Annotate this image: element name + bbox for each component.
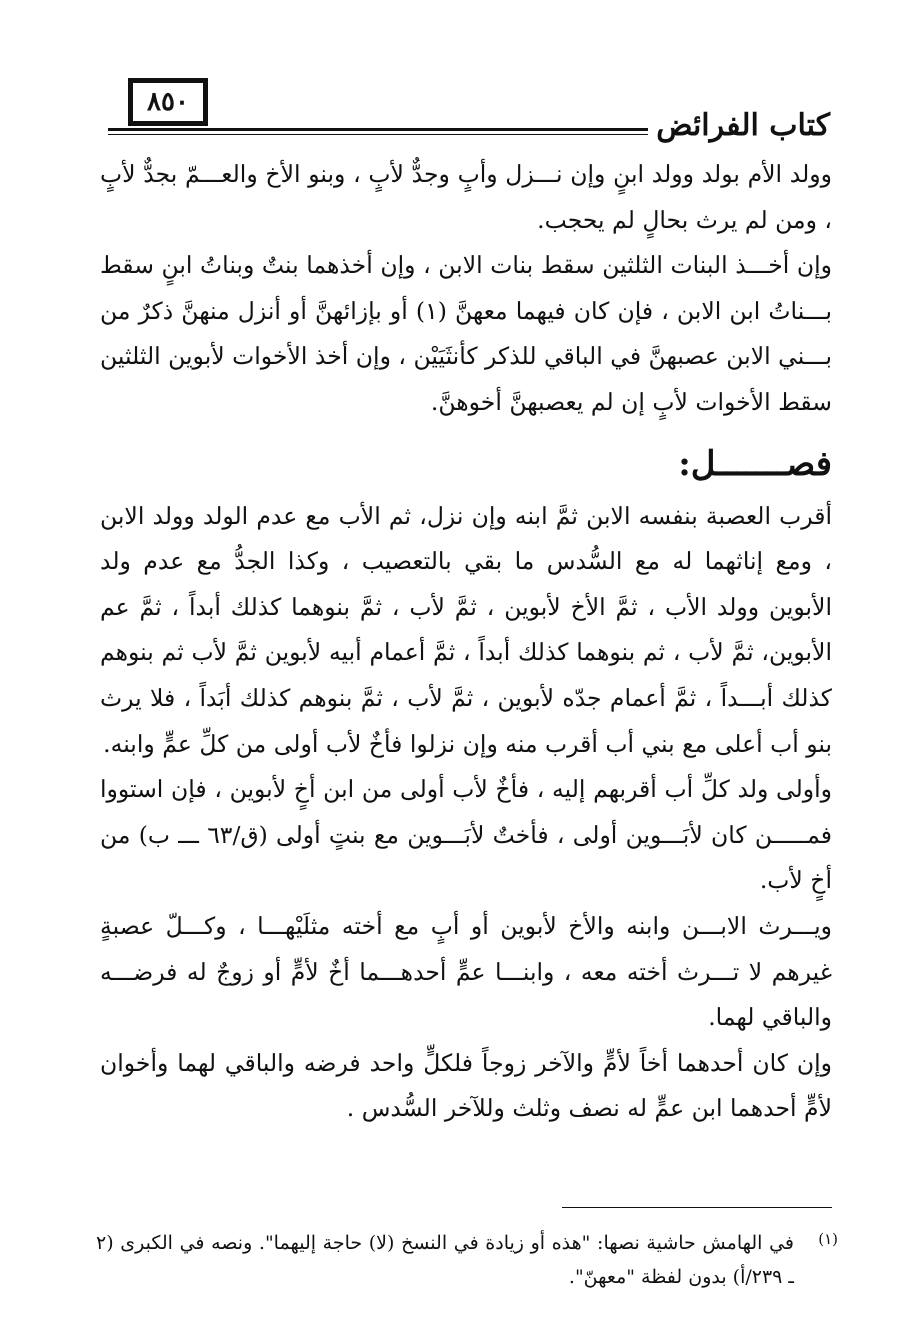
paragraph: وأولى ولد كلِّ أب أقربهم إليه ، فأخٌ لأب أولى من ابن أخٍ لأبوين ، فإن استووا فمـــــن كان لأبَـــوين أولى ، فأختٌ لأبَـــوين مع بنتٍ أولى (ق/٦٣ ـــ ب) من أخٍ لأب. bbox=[100, 775, 832, 895]
page-number-text: ٨٥٠ bbox=[147, 87, 189, 117]
body-text bbox=[100, 152, 832, 1132]
footnote bbox=[96, 1226, 838, 1294]
paragraph: أقرب العصبة بنفسه الابن ثمَّ ابنه وإن نزل، ثم الأب مع عدم الولد وولد الابن ، ومع إناثهما له مع السُّدس ما بقي بالتعصيب ، وكذا الجدُّ مع عدم ولد الأبوين وولد الأب ، ثمَّ الأخ لأبوين ، ثمَّ لأب ، ثمَّ بنوهما كذلك أبداً ، ثمَّ عم الأبوين، ثمَّ لأب ، ثم بنوهما كذلك أبداً ، ثمَّ أعمام أبيه لأبوين ثمَّ لأب ثم بنوهم كذلك أبـــداً ، ثمَّ أعمام جدّه لأبوين ، ثمَّ لأب ، ثمَّ بنوهم كذلك أبَداً ، فلا يرث بنو أب أعلى مع بني أب أقرب منه وإن نزلوا فأخٌ لأب أولى من كلِّ عمٍّ وابنه. bbox=[100, 501, 832, 758]
footnote-text: في الهامش حاشية نصها: "هذه أو زيادة في النسخ (لا) حاجة إليهما". ونصه في الكبرى (٢ ـ ٢٣٩/أ) بدون لفظة "معهنّ". bbox=[96, 1232, 794, 1288]
paragraph: وإن كان أحدهما أخاً لأمٍّ والآخر زوجاً فلكلٍّ واحد فرضه والباقي لهما وأخوان لأمٍّ أحدهما ابن عمٍّ له نصف وثلث وللآخر السُّدس . bbox=[100, 1048, 832, 1123]
page-number bbox=[128, 78, 208, 126]
paragraph: وإن أخـــذ البنات الثلثين سقط بنات الابن ، وإن أخذهما بنتٌ وبناتُ ابنٍ سقط بـــناتُ ابن الابن ، فإن كان فيهما معهنَّ (١) أو بإزائهنَّ أو أنزل منهنَّ ذكرٌ من بـــني الابن عصبهنَّ في الباقي للذكر كأنثَيَيْن ، وإن أخذ الأخوات لأبوين الثلثين سقط الأخوات لأبٍ إن لم يعصبهنَّ أخوهنَّ. bbox=[100, 251, 832, 416]
footnote-separator bbox=[562, 1207, 832, 1208]
footnote-marker: (١) bbox=[818, 1230, 838, 1248]
section-heading: فصـــــــل: bbox=[678, 443, 832, 484]
book-title: كتاب الفرائض bbox=[648, 106, 830, 146]
paragraph: ويـــرث الابـــن وابنه والأخ لأبوين أو أبٍ مع أخته مثلَيْهـــا ، وكـــلّ عصبةٍ غيرهم لا تـــرث أخته معه ، وابنـــا عمٍّ أحدهـــما أخٌ لأمٍّ أو زوجٌ له فرضـــه والباقي لهما. bbox=[100, 911, 832, 1032]
paragraph: وولد الأم بولد وولد ابنٍ وإن نـــزل وأبٍ وجدٌّ لأبٍ ، وبنو الأخ والعـــمّ بجدٌّ لأبٍ ، ومن لم يرث بحالٍ لم يحجب. bbox=[100, 160, 832, 234]
